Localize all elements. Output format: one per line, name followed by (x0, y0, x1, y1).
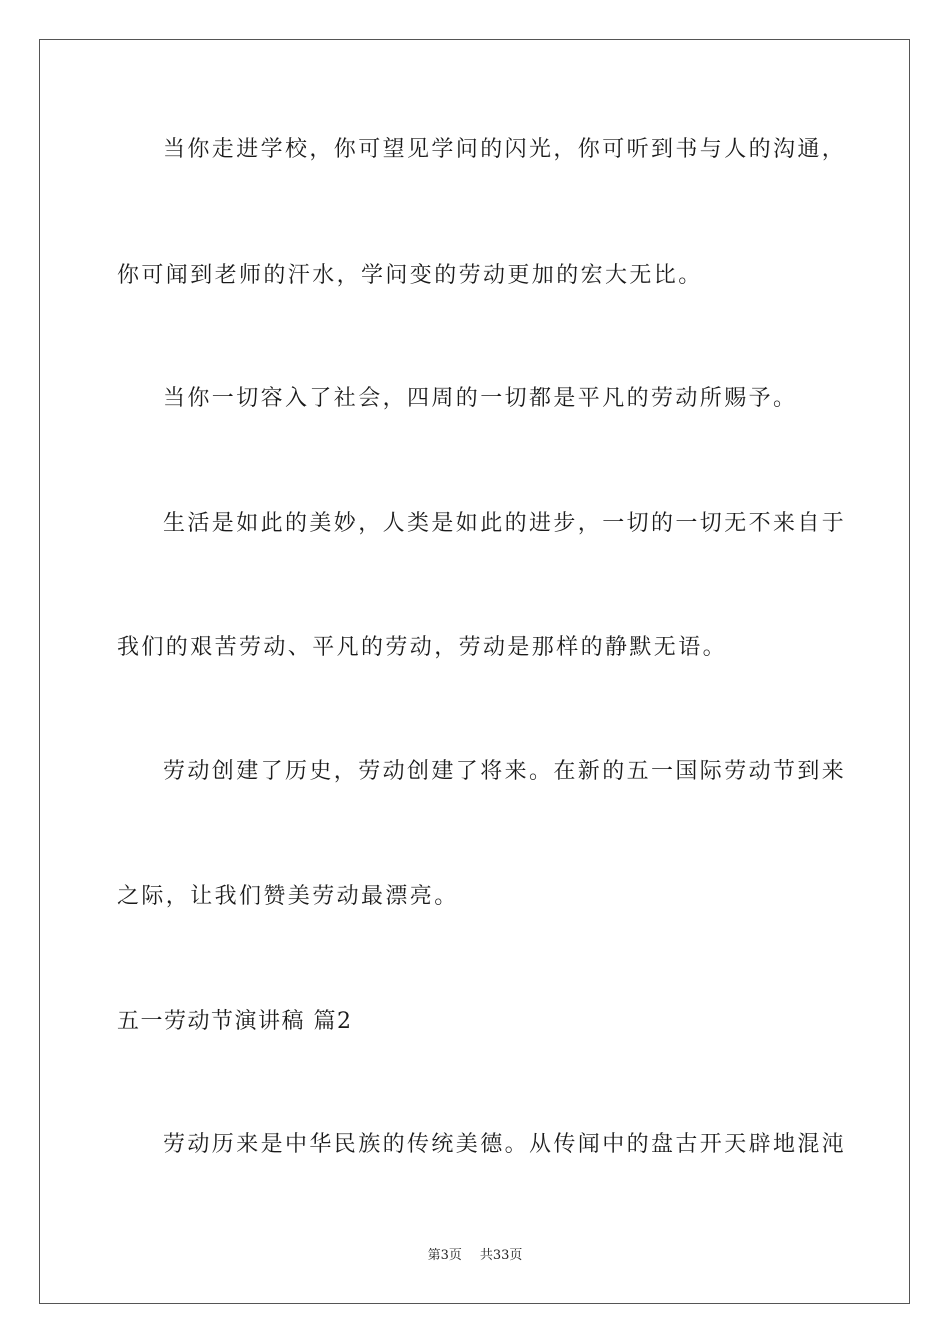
page-number: 第3页 (427, 1248, 462, 1263)
paragraph-line: 我们的艰苦劳动、平凡的劳动，劳动是那样的静默无语。 (117, 635, 728, 660)
section-heading: 五一劳动节演讲稿 篇2 (117, 1009, 353, 1034)
paragraph-line: 你可闻到老师的汗水，学问变的劳动更加的宏大无比。 (117, 263, 703, 288)
page-total: 共33页 (479, 1248, 523, 1263)
paragraph-line: 之际，让我们赞美劳动最漂亮。 (117, 884, 459, 909)
paragraph-line: 劳动历来是中华民族的传统美德。从传闻中的盘古开天辟地混沌 (163, 1132, 847, 1157)
page-border (39, 39, 910, 1304)
paragraph-line: 当你走进学校，你可望见学问的闪光，你可听到书与人的沟通， (163, 137, 847, 162)
paragraph-line: 生活是如此的美妙，人类是如此的进步，一切的一切无不来自于 (163, 511, 847, 536)
paragraph-line: 劳动创建了历史，劳动创建了将来。在新的五一国际劳动节到来 (163, 759, 847, 784)
page-footer (0, 1247, 950, 1265)
paragraph-line: 当你一切容入了社会，四周的一切都是平凡的劳动所赐予。 (163, 386, 798, 411)
